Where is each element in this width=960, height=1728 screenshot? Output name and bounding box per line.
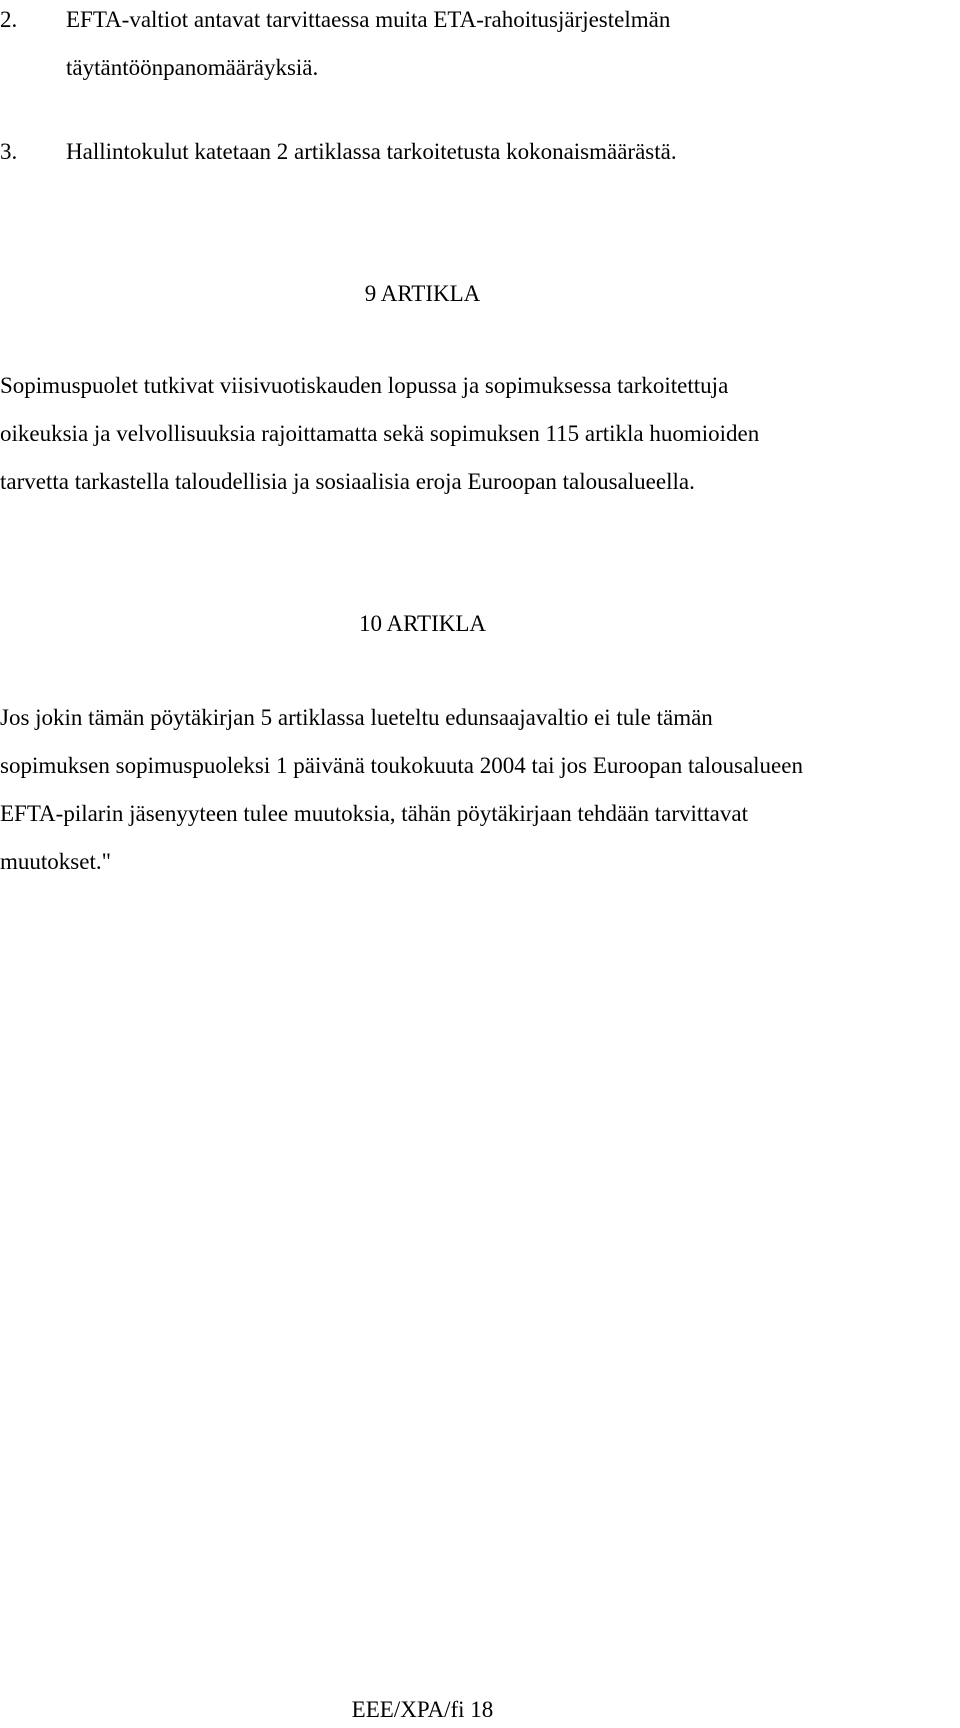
article-9-paragraph	[0, 362, 955, 506]
item-number: 3.	[0, 139, 18, 164]
item-text-line: EFTA-valtiot antavat tarvittaessa muita ETA-rahoitusjärjestelmän	[66, 7, 671, 32]
article-9-heading: 9 ARTIKLA	[364, 281, 481, 306]
item-text	[66, 128, 900, 176]
paragraph-line: tarvetta tarkastella taloudellisia ja sosiaalisia eroja Euroopan talousalueella.	[0, 469, 695, 494]
list-item-3	[0, 128, 900, 176]
item-number: 2.	[0, 7, 18, 32]
paragraph-line: EFTA-pilarin jäsenyyteen tulee muutoksia, tähän pöytäkirjaan tehdään tarvittavat	[0, 801, 748, 826]
page-footer: EEE/XPA/fi 18	[351, 1697, 494, 1722]
item-text-line: täytäntöönpanomääräyksiä.	[66, 55, 319, 80]
list-item-2	[0, 0, 900, 92]
item-text	[66, 0, 900, 92]
paragraph-line: sopimuksen sopimuspuoleksi 1 päivänä toukokuuta 2004 tai jos Euroopan talousalueen	[0, 753, 803, 778]
paragraph-line: muutokset."	[0, 849, 111, 874]
paragraph-line: oikeuksia ja velvollisuuksia rajoittamatta sekä sopimuksen 115 artikla huomioiden	[0, 421, 760, 446]
article-10-heading: 10 ARTIKLA	[358, 611, 487, 636]
item-text-line: Hallintokulut katetaan 2 artiklassa tarkoitetusta kokonaismäärästä.	[66, 139, 677, 164]
paragraph-line: Sopimuspuolet tutkivat viisivuotiskauden lopussa ja sopimuksessa tarkoitettuja	[0, 373, 729, 398]
article-10-paragraph	[0, 694, 955, 886]
paragraph-line: Jos jokin tämän pöytäkirjan 5 artiklassa lueteltu edunsaajavaltio ei tule tämän	[0, 705, 713, 730]
